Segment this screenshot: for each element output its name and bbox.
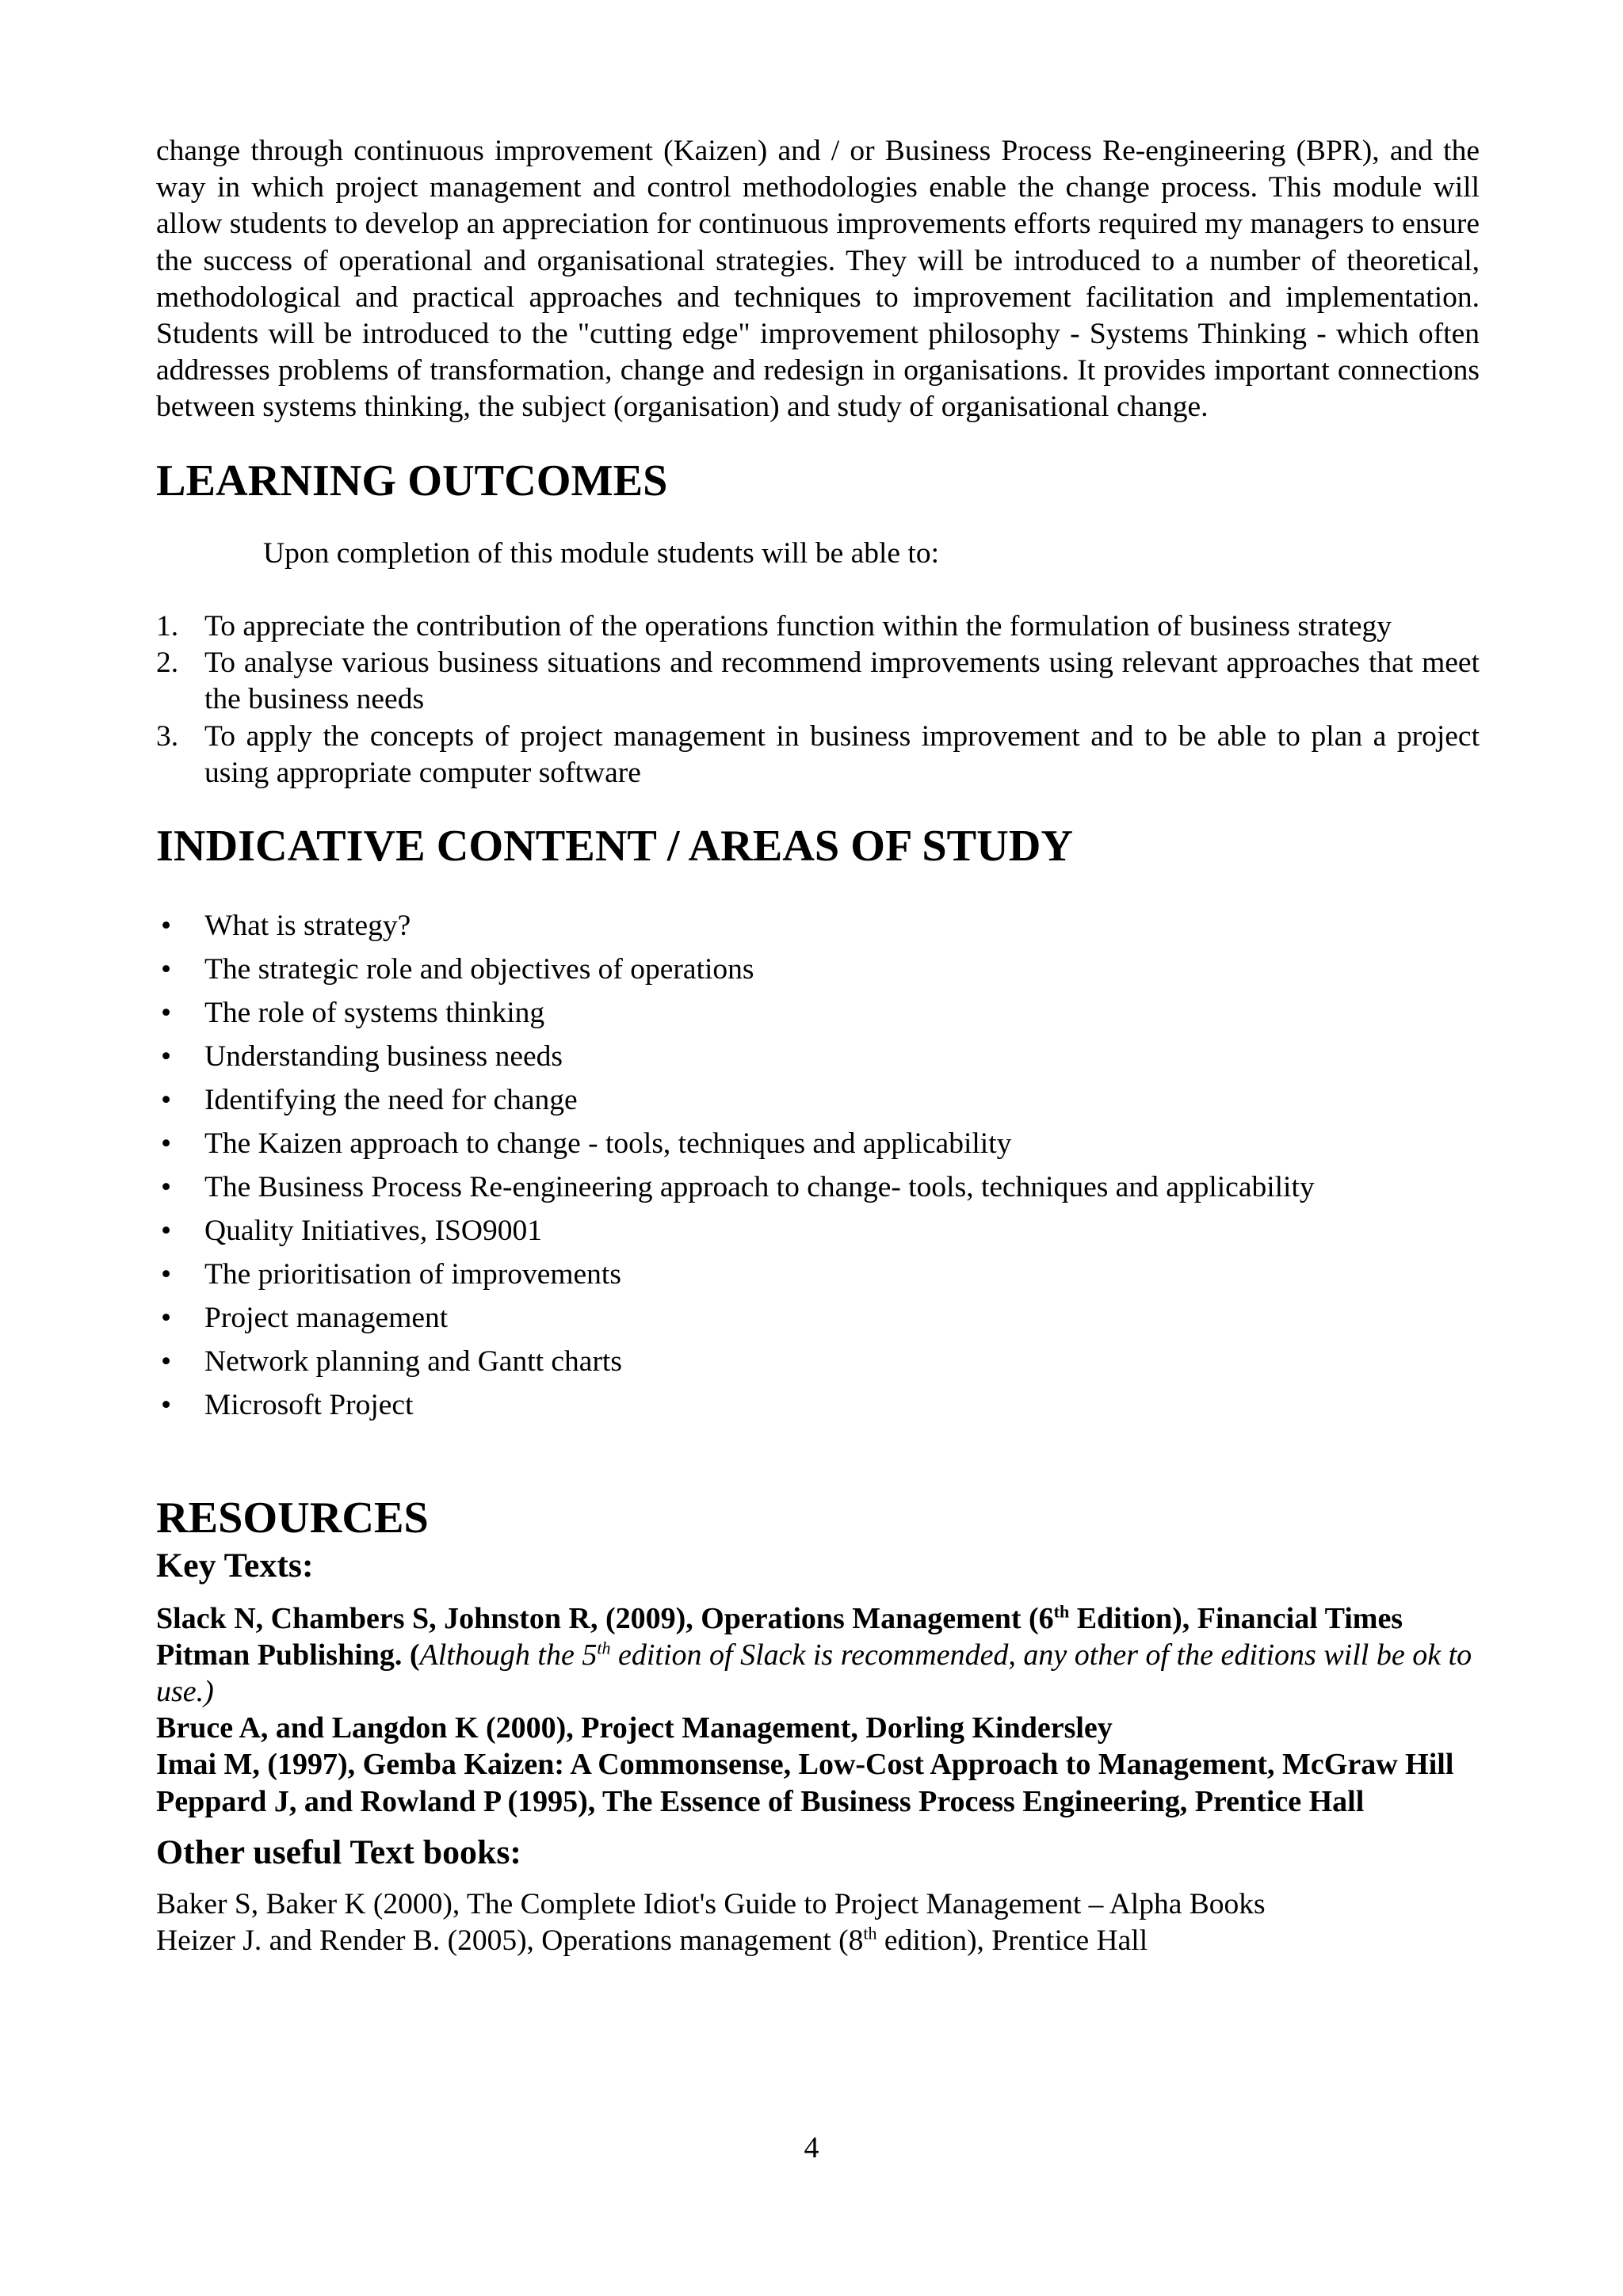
outcome-item — [156, 645, 1480, 718]
study-area-text: The prioritisation of improvements — [204, 1258, 621, 1291]
other-book-heizer — [156, 1923, 1480, 1959]
learning-outcomes-list — [156, 608, 1480, 791]
study-area-text: Quality Initiatives, ISO9001 — [204, 1215, 542, 1248]
page-number: 4 — [804, 2131, 819, 2164]
study-areas-list — [156, 904, 1480, 1427]
study-area-text: The strategic role and objectives of operations — [204, 953, 754, 986]
study-area-text: The Business Process Re-engineering approach to change- tools, techniques and applicability — [204, 1171, 1315, 1204]
study-area-item — [156, 1253, 1480, 1296]
study-area-item — [156, 948, 1480, 991]
outcome-number: 1. — [156, 610, 179, 643]
study-area-text: Microsoft Project — [204, 1389, 414, 1422]
slack-ref-part: Edition), Financial Times Pitman Publishing. ( — [156, 1601, 1403, 1672]
heizer-ref-part: edition), Prentice Hall — [876, 1924, 1148, 1958]
slack-ref-part: Slack N, Chambers S, Johnston R, (2009), Operations Management (6 — [156, 1601, 1054, 1635]
key-text-slack — [156, 1600, 1480, 1711]
bullet-icon: • — [161, 910, 172, 943]
study-area-item — [156, 1122, 1480, 1165]
intro-paragraph: change through continuous improvement (Kaizen) and / or Business Process Re-engineering (BPR), and the way in which project management and control methodologies enable the change process. This module will allow students to develop an appreciation for continuous improvements efforts required my managers to ensure the success of operational and organisational strategies. They will be introduced to a number of theoretical, methodological and practical approaches and techniques to improvement facilitation and implementation. Students will be introduced to the "cutting edge" improvement philosophy - Systems Thinking - which often addresses problems of transformation, change and redesign in organisations. It provides important connections between systems thinking, the subject (organisation) and study of organisational change. — [156, 135, 1480, 424]
study-area-text: Network planning and Gantt charts — [204, 1345, 622, 1379]
superscript: th — [1053, 1601, 1070, 1621]
other-book-baker: Baker S, Baker K (2000), The Complete Idiot's Guide to Project Management – Alpha Books — [156, 1888, 1266, 1921]
bullet-icon: • — [161, 1302, 172, 1335]
learning-outcomes-intro: Upon completion of this module students will be able to: — [263, 536, 940, 570]
study-area-text: The role of systems thinking — [204, 997, 545, 1030]
bullet-icon: • — [161, 1345, 172, 1379]
outcome-number: 2. — [156, 646, 179, 680]
key-text-item: Peppard J, and Rowland P (1995), The Essence of Business Process Engineering, Prentice Hall — [156, 1784, 1365, 1818]
heizer-ref-part: Heizer J. and Render B. (2005), Operations management (8 — [156, 1924, 864, 1958]
outcome-item — [156, 608, 1480, 645]
study-area-item — [156, 1165, 1480, 1209]
key-texts-heading: Key Texts: — [156, 1547, 314, 1585]
study-area-item — [156, 1035, 1480, 1078]
bullet-icon: • — [161, 1127, 172, 1161]
bullet-icon: • — [161, 1215, 172, 1248]
key-texts-list — [156, 1600, 1480, 1820]
outcome-text: To analyse various business situations and recommend improvements using relevant approaches that meet the business needs — [204, 646, 1480, 716]
superscript: th — [597, 1638, 611, 1658]
bullet-icon: • — [161, 953, 172, 986]
outcome-number: 3. — [156, 719, 179, 753]
indicative-content-heading: INDICATIVE CONTENT / AREAS OF STUDY — [156, 822, 1073, 871]
outcome-text: To apply the concepts of project management in business improvement and to be able to plan a project using appropriate computer software — [204, 719, 1480, 789]
study-area-text: Understanding business needs — [204, 1040, 563, 1074]
study-area-text: What is strategy? — [204, 910, 411, 943]
key-text-item: Bruce A, and Langdon K (2000), Project Management, Dorling Kindersley — [156, 1711, 1113, 1745]
outcome-text: To appreciate the contribution of the operations function within the formulation of business strategy — [204, 610, 1392, 643]
study-area-item — [156, 1296, 1480, 1340]
study-area-item — [156, 1383, 1480, 1427]
bullet-icon: • — [161, 1171, 172, 1204]
study-area-item — [156, 904, 1480, 948]
study-area-item — [156, 1078, 1480, 1122]
study-area-item — [156, 1209, 1480, 1253]
bullet-icon: • — [161, 1084, 172, 1117]
other-text-books-heading: Other useful Text books: — [156, 1833, 522, 1871]
study-area-item — [156, 991, 1480, 1035]
key-text-item: Imai M, (1997), Gemba Kaizen: A Commonsense, Low-Cost Approach to Management, McGraw Hill — [156, 1748, 1454, 1782]
bullet-icon: • — [161, 1389, 172, 1422]
bullet-icon: • — [161, 997, 172, 1030]
slack-note: edition of Slack is recommended, any other of the editions will be ok to use.) — [156, 1638, 1472, 1709]
superscript: th — [863, 1923, 877, 1943]
slack-note: Although the 5 — [419, 1638, 598, 1672]
study-area-item — [156, 1340, 1480, 1383]
learning-outcomes-heading: LEARNING OUTCOMES — [156, 456, 668, 505]
other-text-books-list — [156, 1886, 1480, 1959]
study-area-text: Project management — [204, 1302, 449, 1335]
bullet-icon: • — [161, 1040, 172, 1074]
bullet-icon: • — [161, 1258, 172, 1291]
outcome-item — [156, 719, 1480, 791]
resources-heading: RESOURCES — [156, 1493, 429, 1543]
document-page — [156, 133, 1480, 1959]
study-area-text: The Kaizen approach to change - tools, techniques and applicability — [204, 1127, 1012, 1161]
study-area-text: Identifying the need for change — [204, 1084, 578, 1117]
